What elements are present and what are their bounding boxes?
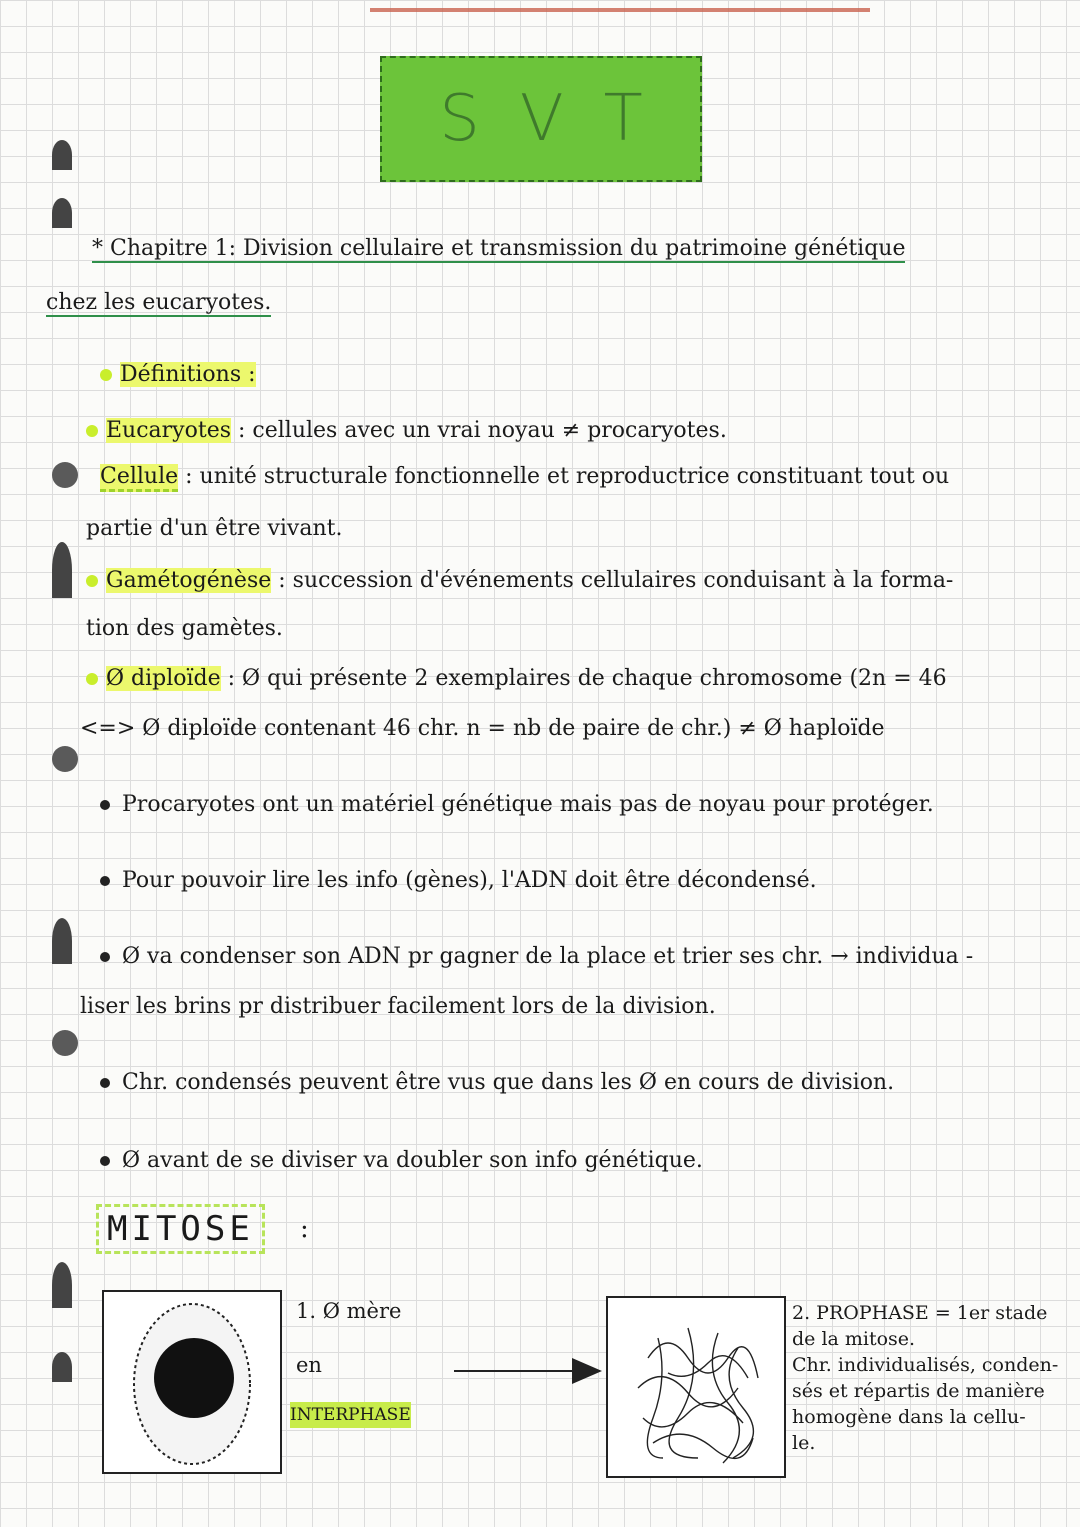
bullet-icon <box>100 800 110 810</box>
bullet-icon <box>100 952 110 962</box>
binder-hole <box>52 542 72 598</box>
def-diploide: Ø diploïde : Ø qui présente 2 exemplaires de chaque chromosome (2n = 46 <box>86 664 947 694</box>
top-red-line <box>370 8 870 12</box>
binder-hole <box>52 198 72 228</box>
bullet-icon <box>100 369 112 381</box>
binder-hole <box>52 1352 72 1382</box>
prophase-line: le. <box>792 1432 816 1454</box>
bullet-icon <box>100 1078 110 1088</box>
bullet-icon <box>86 425 98 437</box>
prophase-line: 2. PROPHASE = 1er stade <box>792 1302 1048 1324</box>
prophase-line: Chr. individualisés, conden- <box>792 1354 1059 1376</box>
bullet-condenser: Ø va condenser son ADN pr gagner de la place et trier ses chr. → individua - <box>100 942 973 972</box>
prophase-cell-box <box>606 1296 786 1478</box>
page-title: SVT <box>439 82 683 156</box>
def-eucaryotes: Eucaryotes : cellules avec un vrai noyau ≠ procaryotes. <box>86 416 727 446</box>
mitose-heading: MITOSE <box>96 1204 265 1254</box>
prophase-chromosomes-drawing <box>608 1298 784 1476</box>
arrow-icon <box>454 1356 604 1386</box>
chapter-title-line1: * Chapitre 1: Division cellulaire et transmission du patrimoine génétique <box>92 236 906 261</box>
bullet-condenser-cont: liser les brins pr distribuer facilement lors de la division. <box>80 994 716 1019</box>
title-box <box>380 56 702 182</box>
def-gametogenese-cont: tion des gamètes. <box>86 616 283 641</box>
label-interphase: INTERPHASE <box>290 1402 411 1428</box>
def-gametogenese: Gamétogénèse : succession d'événements cellulaires conduisant à la forma- <box>86 566 953 596</box>
prophase-line: homogène dans la cellu- <box>792 1406 1026 1428</box>
def-cellule: Cellule : unité structurale fonctionnelle et reproductrice constituant tout ou <box>100 462 949 492</box>
bullet-icon <box>100 876 110 886</box>
mitose-colon: : <box>300 1214 309 1244</box>
prophase-line: de la mitose. <box>792 1328 916 1350</box>
bullet-procaryotes: Procaryotes ont un matériel génétique mais pas de noyau pour protéger. <box>100 790 934 820</box>
binder-dot <box>52 462 78 488</box>
prophase-line: sés et répartis de manière <box>792 1380 1045 1402</box>
label-en: en <box>296 1353 322 1377</box>
bullet-icon <box>100 1156 110 1166</box>
def-cellule-cont: partie d'un être vivant. <box>86 516 343 541</box>
binder-hole <box>52 918 72 964</box>
chapter-title-line2: chez les eucaryotes. <box>46 290 272 315</box>
label-mother-cell: 1. Ø mère <box>296 1299 402 1323</box>
bullet-icon <box>86 575 98 587</box>
bullet-chr-condenses: Chr. condensés peuvent être vus que dans les Ø en cours de division. <box>100 1068 894 1098</box>
binder-dot <box>52 746 78 772</box>
binder-dot <box>52 1030 78 1056</box>
bullet-doubler: Ø avant de se diviser va doubler son info génétique. <box>100 1146 703 1176</box>
prophase-description <box>792 1300 1072 1456</box>
binder-hole <box>52 1262 72 1308</box>
interphase-cell-drawing <box>104 1292 280 1472</box>
definitions-heading: Définitions : <box>100 360 256 390</box>
binder-hole <box>52 140 72 170</box>
def-diploide-cont: <=> Ø diploïde contenant 46 chr. n = nb de paire de chr.) ≠ Ø haploïde <box>80 716 885 741</box>
bullet-icon <box>86 673 98 685</box>
interphase-cell-box <box>102 1290 282 1474</box>
bullet-adn: Pour pouvoir lire les info (gènes), l'ADN doit être décondensé. <box>100 866 817 896</box>
